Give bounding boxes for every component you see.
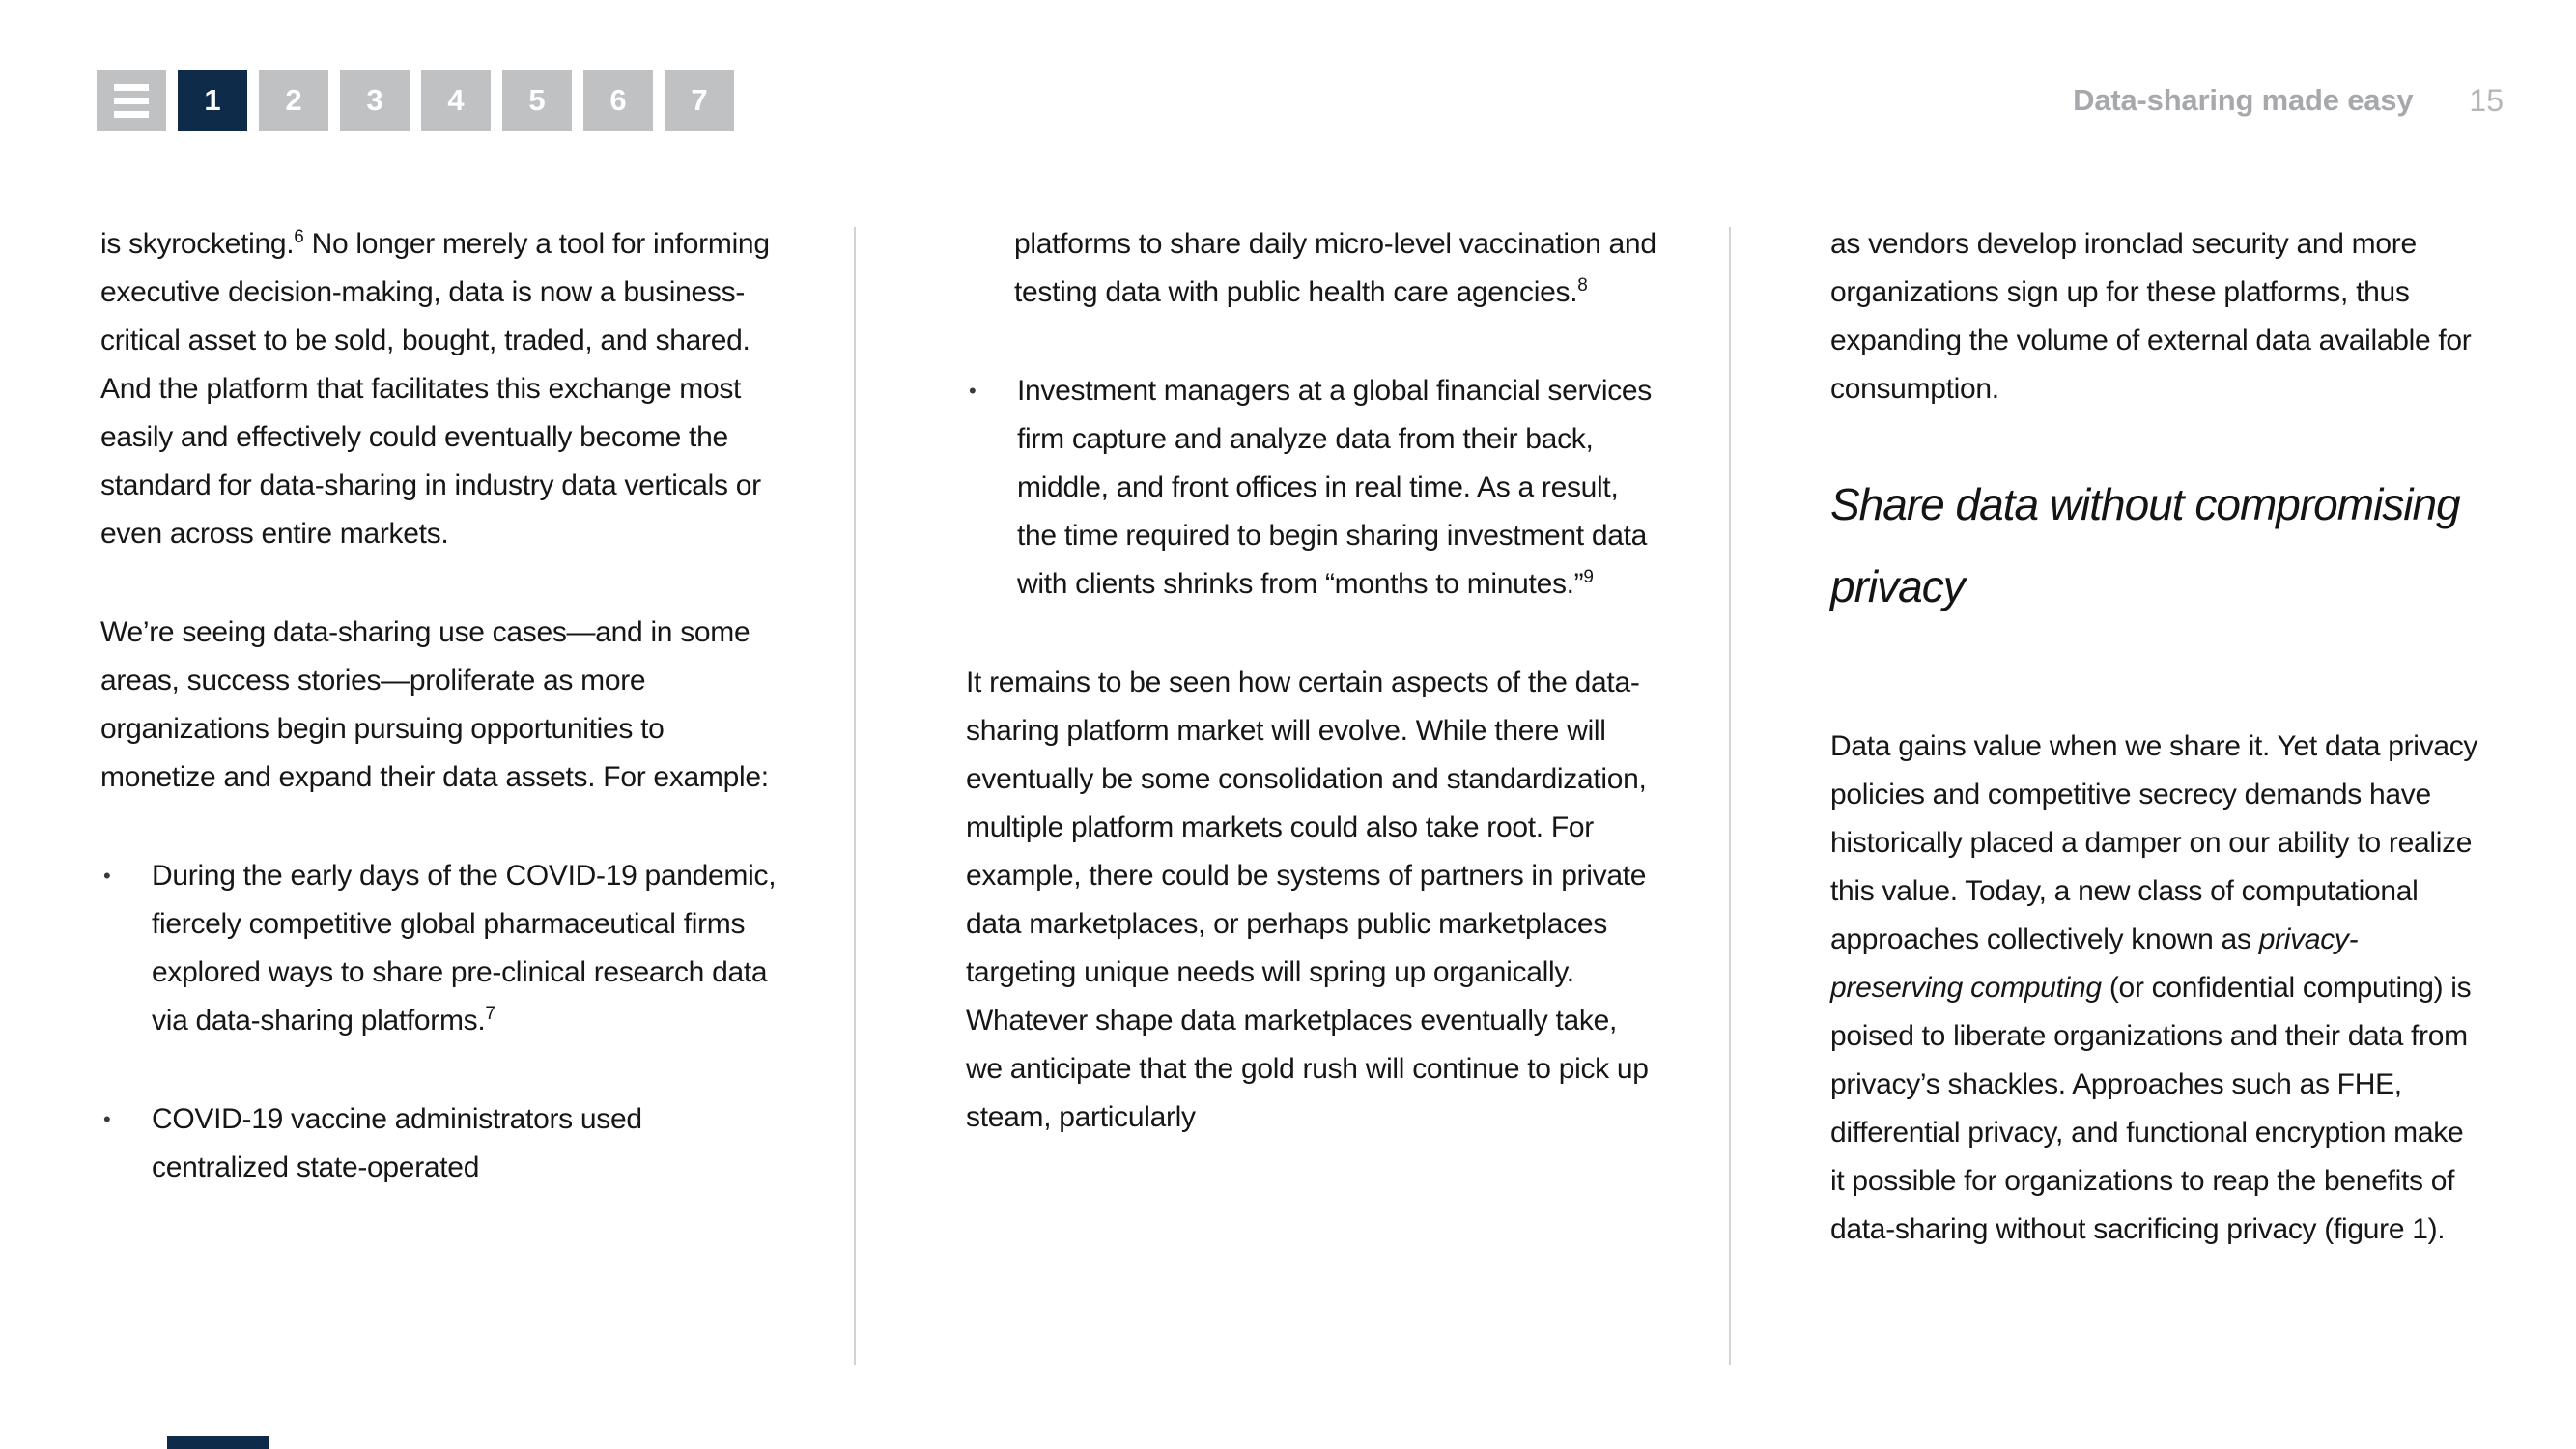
text-run: platforms to share daily micro-level vaccination and testing data with public health care agencies.	[1014, 228, 1656, 308]
text-run: Data gains value when we share it. Yet data privacy policies and competitive secrecy demands have historically placed a damper on our ability to realize this value. Today, a new class of computational approaches collectively known as	[1830, 730, 2478, 955]
page-tab-3[interactable]: 3	[340, 70, 410, 131]
footer-accent-bar	[167, 1436, 269, 1449]
bullet-text	[152, 1095, 782, 1192]
page-tab-5[interactable]: 5	[502, 70, 572, 131]
bullet-glyph: •	[103, 864, 111, 888]
text-run: No longer merely a tool for informing executive decision-making, data is now a business-critical asset to be sold, bought, traded, and shared. And the platform that facilitates this exchange most easily and effectively could eventually become the standard for data-sharing in industry data verticals or even across entire markets.	[100, 228, 770, 550]
footnote-ref: 7	[485, 1004, 495, 1024]
paragraph	[966, 659, 1657, 1142]
column-divider	[1729, 227, 1731, 1365]
footnote-ref: 9	[1583, 567, 1594, 587]
column-divider	[854, 227, 856, 1365]
paragraph	[100, 220, 782, 558]
text-run: (or confidential computing) is poised to liberate organizations and their data from privacy’s shackles. Approaches such as FHE, differential privacy, and functional encryption make it possible for organizations to reap the benefits of data-sharing without sacrificing privacy (figure 1).	[1830, 972, 2472, 1245]
text-run: is skyrocketing.	[100, 228, 295, 260]
footnote-ref: 8	[1577, 275, 1588, 296]
column-1	[100, 220, 782, 1242]
page-number: 15	[2469, 82, 2504, 118]
hamburger-icon	[114, 98, 149, 104]
section-heading	[1830, 464, 2483, 628]
column-3	[1830, 220, 2483, 1304]
bullet-glyph: •	[103, 1107, 111, 1131]
text-run: Investment managers at a global financial services firm capture and analyze data from their back, middle, and front offices in real time. As a result, the time required to begin sharing investment data with clients shrinks from “months to minutes.”	[1017, 375, 1653, 600]
menu-button[interactable]	[97, 70, 166, 131]
text-run: It remains to be seen how certain aspects of the data-sharing platform market will evolve. While there will eventually be some consolidation and standardization, multiple platform markets could also take root. For example, there could be systems of partners in private data marketplaces, or perhaps public marketplaces targeting unique needs will spring up organically. Whatever shape data marketplaces eventually take, we anticipate that the gold rush will continue to pick up steam, particularly	[966, 667, 1649, 1133]
bullet-glyph: •	[969, 379, 977, 403]
bullet-item	[966, 367, 1657, 659]
running-header-title: Data-sharing made easy	[2073, 83, 2414, 117]
text-run: privacy-preserving computing	[1830, 923, 2359, 1004]
text-run: COVID-19 vaccine administrators used centralized state-operated	[152, 1103, 642, 1183]
page-tab-1[interactable]: 1	[178, 70, 247, 131]
page-tab-2[interactable]: 2	[259, 70, 328, 131]
hamburger-icon	[114, 84, 149, 91]
page-tab-4[interactable]: 4	[421, 70, 491, 131]
bullet-text	[152, 852, 782, 1045]
page-nav	[97, 70, 734, 131]
footnote-ref: 6	[294, 227, 304, 247]
text-run: During the early days of the COVID-19 pandemic, fiercely competitive global pharmaceutical firms explored ways to share pre-clinical research data via data-sharing platforms.	[152, 860, 777, 1037]
page-tab-7[interactable]: 7	[665, 70, 734, 131]
header-right	[2073, 70, 2504, 131]
paragraph	[1830, 723, 2483, 1254]
hamburger-icon	[114, 111, 149, 118]
bullet-text	[1014, 220, 1657, 317]
text-run: We’re seeing data-sharing use cases—and in some areas, success stories—proliferate as more organizations begin pursuing opportunities to monetize and expand their data assets. For example:	[100, 616, 769, 793]
bullet-item	[100, 852, 782, 1095]
text-run: Share data without compromising privacy	[1830, 479, 2460, 611]
paragraph	[100, 609, 782, 802]
bullet-item	[100, 1095, 782, 1242]
text-run: as vendors develop ironclad security and more organizations sign up for these platforms, thus expanding the volume of external data available for consumption.	[1830, 228, 2472, 405]
page-tab-6[interactable]: 6	[583, 70, 653, 131]
bullet-text	[1017, 367, 1657, 609]
bullet-continuation	[1014, 220, 1657, 367]
paragraph	[1830, 220, 2483, 413]
column-2	[966, 220, 1657, 1192]
